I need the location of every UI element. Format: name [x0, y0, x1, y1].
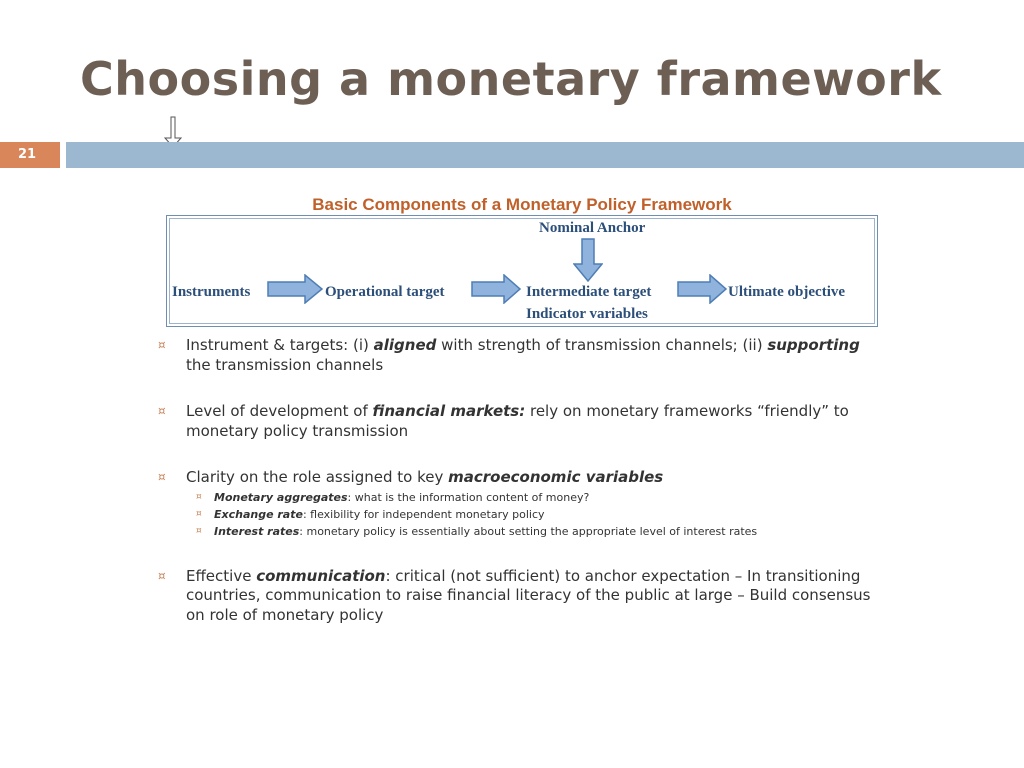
bullet-list	[158, 336, 878, 625]
framework-diagram	[166, 215, 878, 327]
bullet-item: ¤ Level of development of financial markets: rely on monetary frameworks “friendly” to monetary policy transmission	[158, 402, 849, 440]
nominal-anchor-label: Nominal Anchor	[539, 220, 646, 236]
bullet-item: ¤ Instrument & targets: (i) aligned with strength of transmission channels; (ii) supporting the transmission channels	[158, 336, 860, 374]
right-arrow-icon	[471, 274, 521, 304]
operational-target-label: Operational target	[325, 284, 445, 300]
sub-bullet-list	[186, 489, 878, 540]
sub-bullet-item: ¤ Exchange rate: flexibility for independent monetary policy	[196, 507, 545, 521]
diagram-title: Basic Components of a Monetary Policy Framework	[312, 195, 732, 214]
right-arrow-icon	[267, 274, 323, 304]
bullet-marker-icon: ¤	[158, 338, 166, 352]
bullet-item: ¤ Effective communication: critical (not sufficient) to anchor expectation – In transitioning countries, communication to raise financial literacy of the public at large – Build consensus on role of monetary policy	[158, 566, 871, 624]
indicator-variables-label: Indicator variables	[526, 306, 648, 322]
slide-number: 21	[0, 142, 60, 168]
bullet-item: ¤ Clarity on the role assigned to key macroeconomic variables ¤ Monetary aggregates: what is the information content of money? ¤ Exchange rate: flexibility for independent monetary policy ¤ Interest rates: monetary policy is essentially about setting the appropriate level of interest rates	[158, 468, 878, 540]
bullet-marker-icon: ¤	[158, 404, 166, 418]
sub-bullet-item: ¤ Monetary aggregates: what is the information content of money?	[196, 490, 590, 504]
sub-bullet-item: ¤ Interest rates: monetary policy is essentially about setting the appropriate level of interest rates	[196, 524, 758, 538]
bullet-marker-icon: ¤	[196, 525, 202, 536]
down-arrow-icon	[573, 238, 603, 282]
ultimate-objective-label: Ultimate objective	[728, 284, 846, 300]
slide-title: Choosing a monetary framework	[80, 52, 942, 106]
intermediate-target-label: Intermediate target	[526, 284, 652, 300]
instruments-label: Instruments	[172, 284, 251, 300]
right-arrow-icon	[677, 274, 727, 304]
bullet-marker-icon: ¤	[158, 470, 166, 484]
bullet-marker-icon: ¤	[196, 491, 202, 502]
bullet-marker-icon: ¤	[158, 568, 166, 583]
header-bar	[66, 142, 1024, 168]
bullet-marker-icon: ¤	[196, 508, 202, 519]
